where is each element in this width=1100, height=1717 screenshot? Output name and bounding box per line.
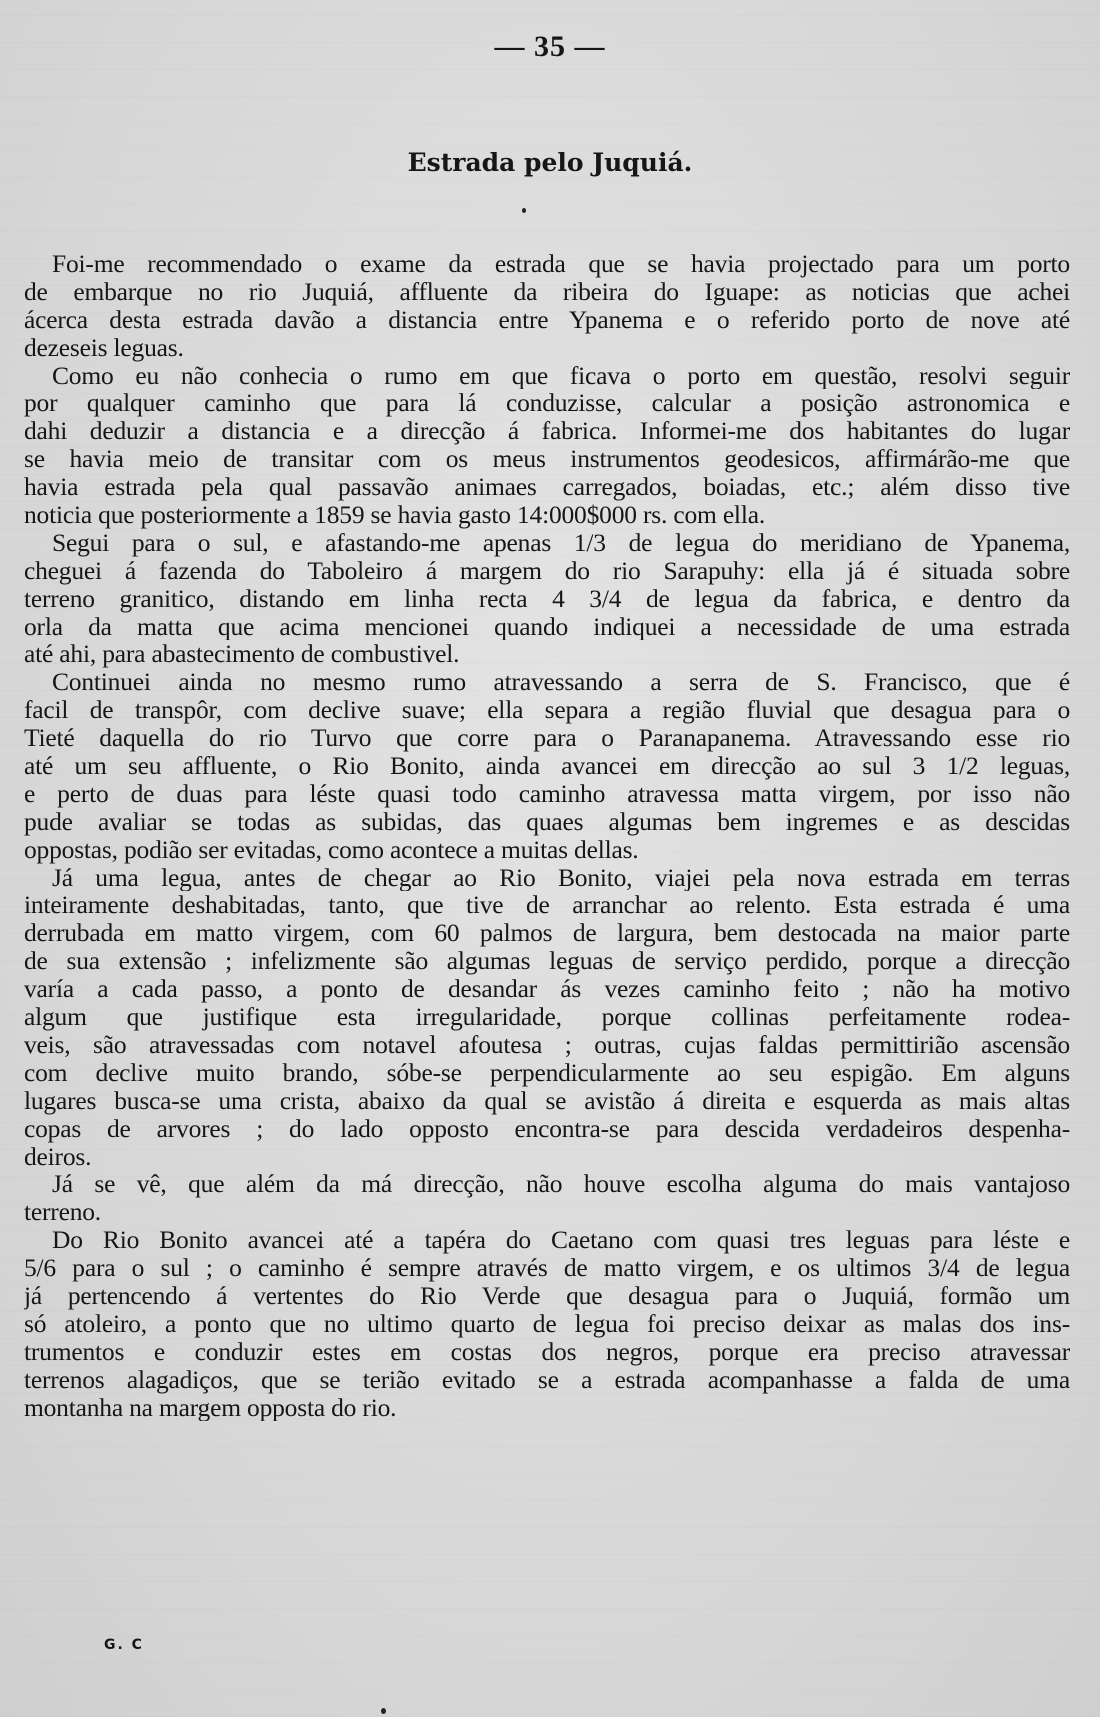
text-line: inteiramente deshabitadas, tanto, que tive de arranchar ao relento. Esta estrada é uma [24, 891, 1070, 920]
text-line: Segui para o sul, e afastando-me apenas 1/3 de legua do meridiano de Ypanema, [52, 528, 1070, 557]
text-line: dezeseis leguas. [24, 333, 184, 362]
text-line: com declive muito brando, sóbe-se perpendicularmente ao seu espigão. Em alguns [24, 1058, 1070, 1087]
text-line: varía a cada passo, a ponto de desandar ás vezes caminho feito ; não ha motivo [24, 975, 1070, 1004]
text-line: até ahi, para abastecimento de combustivel. [24, 640, 460, 669]
text-line: Já se vê, que além da má direcção, não houve escolha alguma do mais vantajoso [52, 1170, 1070, 1199]
text-line: Foi-me recommendado o exame da estrada que se havia projectado para um porto [52, 250, 1070, 278]
text-line: derrubada em matto virgem, com 60 palmos de largura, bem destocada na maior parte [24, 919, 1070, 948]
paragraph [24, 362, 1070, 529]
paragraph [24, 1170, 1070, 1226]
section-title: Estrada pelo Juquiá. [407, 148, 693, 177]
text-line: de embarque no rio Juquiá, affluente da ribeira do Iguape: as noticias que achei [24, 277, 1070, 306]
text-line: terreno. [24, 1198, 101, 1227]
body-text [24, 250, 1070, 1421]
text-line: 5/6 para o sul ; o caminho é sempre através de matto virgem, e os ultimos 3/4 de legua [24, 1254, 1070, 1282]
paragraph [24, 864, 1070, 1171]
text-line: terrenos alagadiços, que se terião evitado se a estrada acompanhasse a falda de uma [24, 1365, 1070, 1394]
ink-speck [381, 1708, 386, 1714]
text-line: Já uma legua, antes de chegar ao Rio Bonito, viajei pela nova estrada em terras [52, 863, 1070, 892]
text-line: copas de arvores ; do lado opposto encontra-se para descida verdadeiros despenha- [24, 1114, 1070, 1143]
text-line: de sua extensão ; infelizmente são algumas leguas de serviço perdido, porque a direcção [24, 947, 1070, 976]
text-line: cheguei á fazenda do Taboleiro á margem do rio Sarapuhy: ella já é situada sobre [24, 556, 1070, 585]
text-line: facil de transpôr, com declive suave; ella separa a região fluvial que desagua para o [24, 696, 1070, 725]
signature: G. C [104, 1637, 144, 1653]
text-line: pude avaliar se todas as subidas, das quaes algumas bem ingremes e as descidas [24, 807, 1070, 836]
text-line: trumentos e conduzir estes em costas dos negros, porque era preciso atravessar [24, 1337, 1070, 1366]
paragraph [24, 529, 1070, 668]
text-line: Tieté daquella do rio Turvo que corre para o Paranapanema. Atravessando esse rio [24, 724, 1070, 753]
text-line: havia estrada pela qual passavão animaes carregados, boiadas, etc.; além disso tive [24, 473, 1070, 502]
text-line: deiros. [24, 1142, 92, 1171]
paragraph [24, 668, 1070, 863]
text-line: se havia meio de transitar com os meus instrumentos geodesicos, affirmárão-me que [24, 445, 1070, 474]
text-line: Como eu não conhecia o rumo em que ficava o porto em questão, resolvi seguir [52, 361, 1070, 390]
text-line: oppostas, podião ser evitadas, como acontece a muitas dellas. [24, 835, 639, 864]
paragraph [24, 1226, 1070, 1421]
text-line: veis, são atravessadas com notavel afoutesa ; outras, cujas faldas permittirião ascensão [24, 1030, 1070, 1059]
text-line: por qualquer caminho que para lá conduzisse, calcular a posição astronomica e [24, 389, 1070, 418]
ink-speck [522, 208, 526, 213]
text-line: até um seu affluente, o Rio Bonito, ainda avancei em direcção ao sul 3 1/2 leguas, [24, 752, 1070, 780]
text-line: Continuei ainda no mesmo rumo atravessando a serra de S. Francisco, que é [52, 668, 1070, 697]
page-number: — 35 — [494, 30, 606, 63]
text-line: terreno granitico, distando em linha recta 4 3/4 de legua da fabrica, e dentro da [24, 584, 1070, 613]
text-line: só atoleiro, a ponto que no ultimo quarto de legua foi preciso deixar as malas dos ins- [24, 1309, 1070, 1338]
text-line: ácerca desta estrada davão a distancia entre Ypanema e o referido porto de nove até [24, 305, 1070, 334]
text-line: montanha na margem opposta do rio. [24, 1393, 397, 1422]
text-line: já pertencendo á vertentes do Rio Verde que desagua para o Juquiá, formão um [24, 1281, 1070, 1310]
text-line: Do Rio Bonito avancei até a tapéra do Caetano com quasi tres leguas para léste e [52, 1226, 1070, 1255]
text-line: algum que justifique esta irregularidade, porque collinas perfeitamente rodea- [24, 1003, 1070, 1031]
text-line: orla da matta que acima mencionei quando indiquei a necessidade de uma estrada [24, 612, 1070, 641]
text-line: noticia que posteriormente a 1859 se havia gasto 14:000$000 rs. com ella. [24, 501, 765, 529]
text-line: lugares busca-se uma crista, abaixo da qual se avistão á direita e esquerda as mais altas [24, 1086, 1070, 1115]
text-line: e perto de duas para léste quasi todo caminho atravessa matta virgem, por isso não [24, 779, 1070, 808]
paragraph [24, 250, 1070, 362]
text-line: dahi deduzir a distancia e a direcção á fabrica. Informei-me dos habitantes do lugar [24, 417, 1070, 446]
